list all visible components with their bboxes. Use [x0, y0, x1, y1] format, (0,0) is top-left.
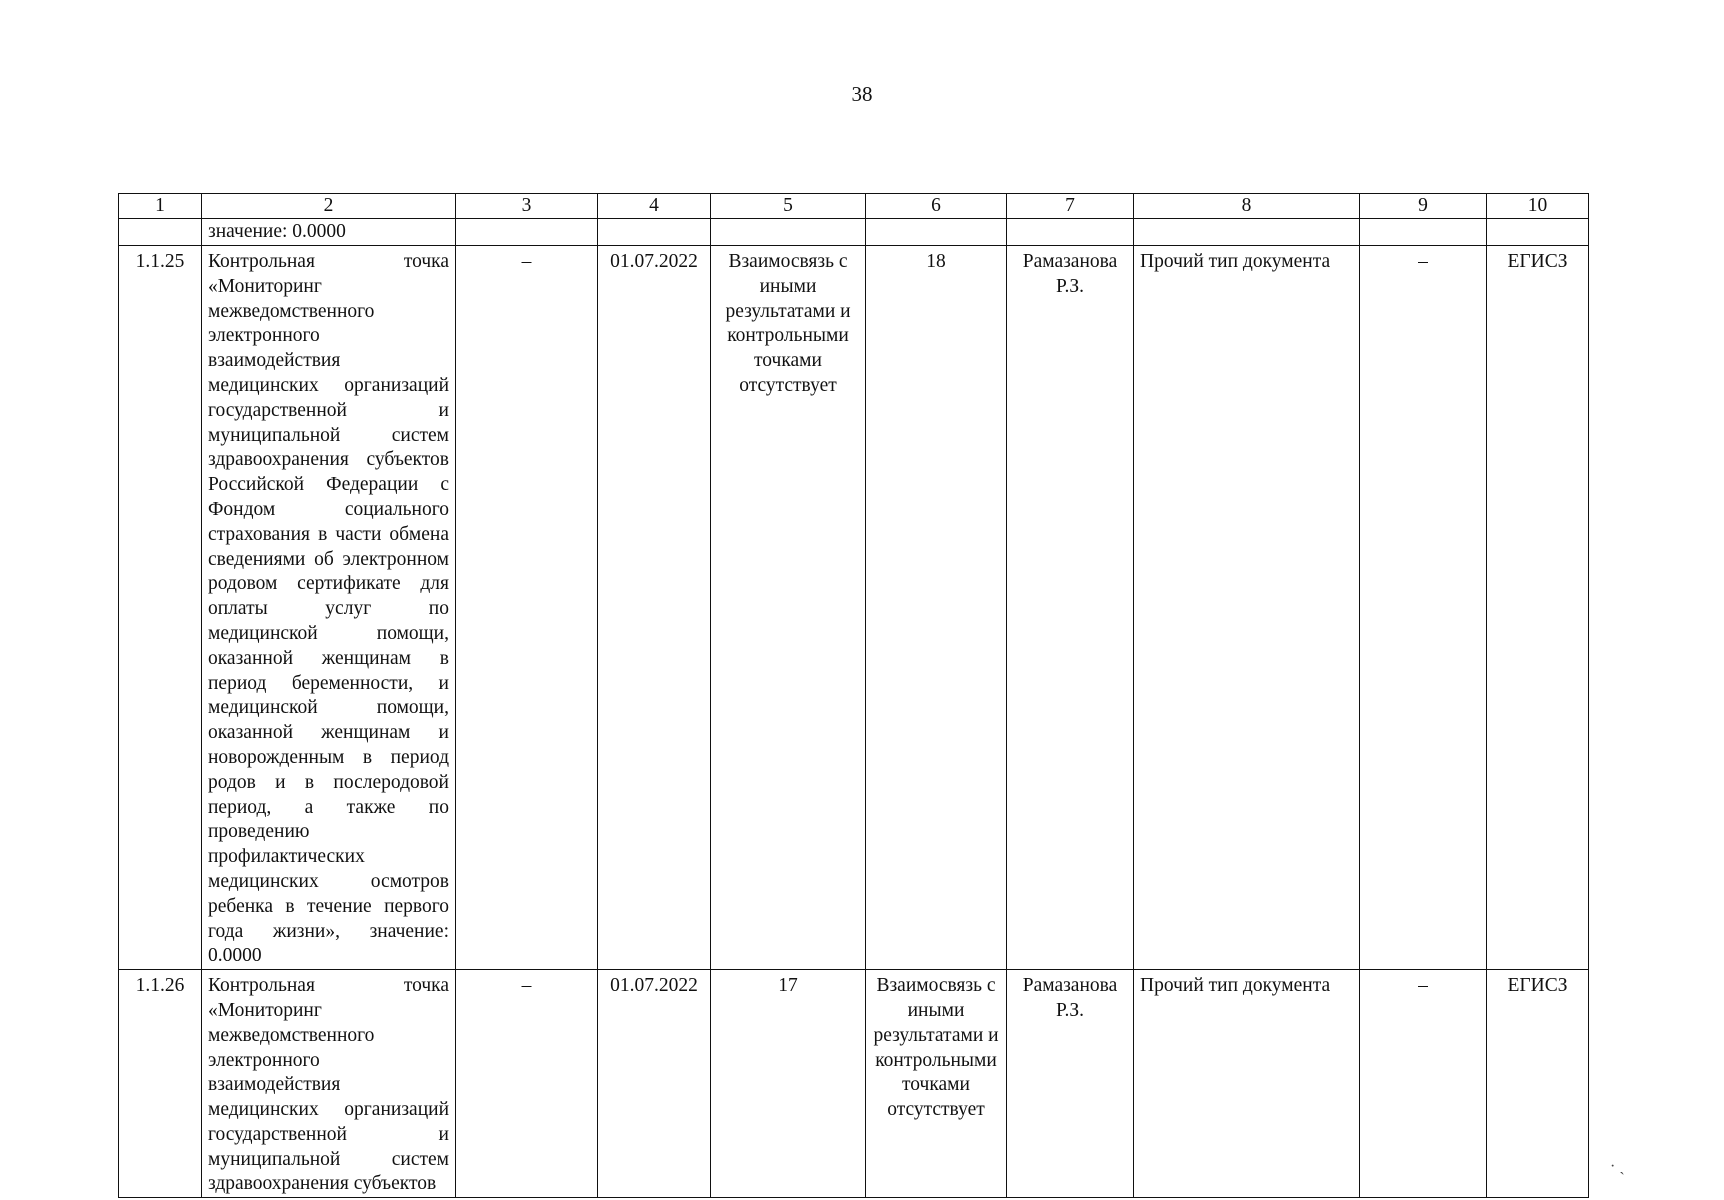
- column-header-7: 7: [1007, 194, 1134, 219]
- row-document-type: Прочий тип документа: [1134, 970, 1360, 1198]
- cell-empty: [1007, 219, 1134, 246]
- column-header-5: 5: [711, 194, 866, 219]
- row-col5: Взаимосвязь с иными результатами и контрольными точками отсутствует: [711, 246, 866, 970]
- row-document-type: Прочий тип документа: [1134, 246, 1360, 970]
- row-responsible: Рамазанова Р.З.: [1007, 246, 1134, 970]
- continuation-value: значение: 0.0000: [202, 219, 456, 246]
- continuation-row: [119, 219, 1589, 246]
- row-col9: –: [1360, 246, 1487, 970]
- cell-empty: [866, 219, 1007, 246]
- column-header-1: 1: [119, 194, 202, 219]
- table-row: [119, 970, 1589, 1198]
- row-col3: –: [456, 970, 598, 1198]
- row-col6: Взаимосвязь с иными результатами и контрольными точками отсутствует: [866, 970, 1007, 1198]
- cell-empty: [1134, 219, 1360, 246]
- column-number-row: [119, 194, 1589, 219]
- row-system: ЕГИСЗ: [1487, 970, 1589, 1198]
- column-header-8: 8: [1134, 194, 1360, 219]
- row-responsible: Рамазанова Р.З.: [1007, 970, 1134, 1198]
- row-system: ЕГИСЗ: [1487, 246, 1589, 970]
- cell-empty: [119, 219, 202, 246]
- cell-empty: [711, 219, 866, 246]
- cell-empty: [598, 219, 711, 246]
- row-col9: –: [1360, 970, 1487, 1198]
- cell-empty: [456, 219, 598, 246]
- row-col3: –: [456, 246, 598, 970]
- scan-artifact-mark: · ˏ: [1610, 1158, 1625, 1175]
- column-header-4: 4: [598, 194, 711, 219]
- table-row: [119, 246, 1589, 970]
- row-number: 1.1.25: [119, 246, 202, 970]
- row-col5: 17: [711, 970, 866, 1198]
- column-header-2: 2: [202, 194, 456, 219]
- column-header-9: 9: [1360, 194, 1487, 219]
- column-header-6: 6: [866, 194, 1007, 219]
- plan-table: [118, 193, 1589, 1198]
- row-date: 01.07.2022: [598, 970, 711, 1198]
- column-header-3: 3: [456, 194, 598, 219]
- cell-empty: [1360, 219, 1487, 246]
- row-number: 1.1.26: [119, 970, 202, 1198]
- column-header-10: 10: [1487, 194, 1589, 219]
- cell-empty: [1487, 219, 1589, 246]
- page-number: 38: [851, 82, 873, 106]
- row-description: Контрольная точка «Мониторинг межведомственного электронного взаимодействия медицинских организаций государственной и муниципальной систем здравоохранения субъектов: [202, 970, 456, 1198]
- row-description: Контрольная точка «Мониторинг межведомственного электронного взаимодействия медицинских организаций государственной и муниципальной систем здравоохранения субъектов Российской Федерации с Фондом социального страхования в части обмена сведениями об электронном родовом сертификате для оплаты услуг по медицинской помощи, оказанной женщинам в период беременности, и медицинской помощи, оказанной женщинам и новорожденным в период родов и в послеродовой период, а также по проведению профилактических медицинских осмотров ребенка в течение первого года жизни», значение: 0.0000: [202, 246, 456, 970]
- row-date: 01.07.2022: [598, 246, 711, 970]
- row-col6: 18: [866, 246, 1007, 970]
